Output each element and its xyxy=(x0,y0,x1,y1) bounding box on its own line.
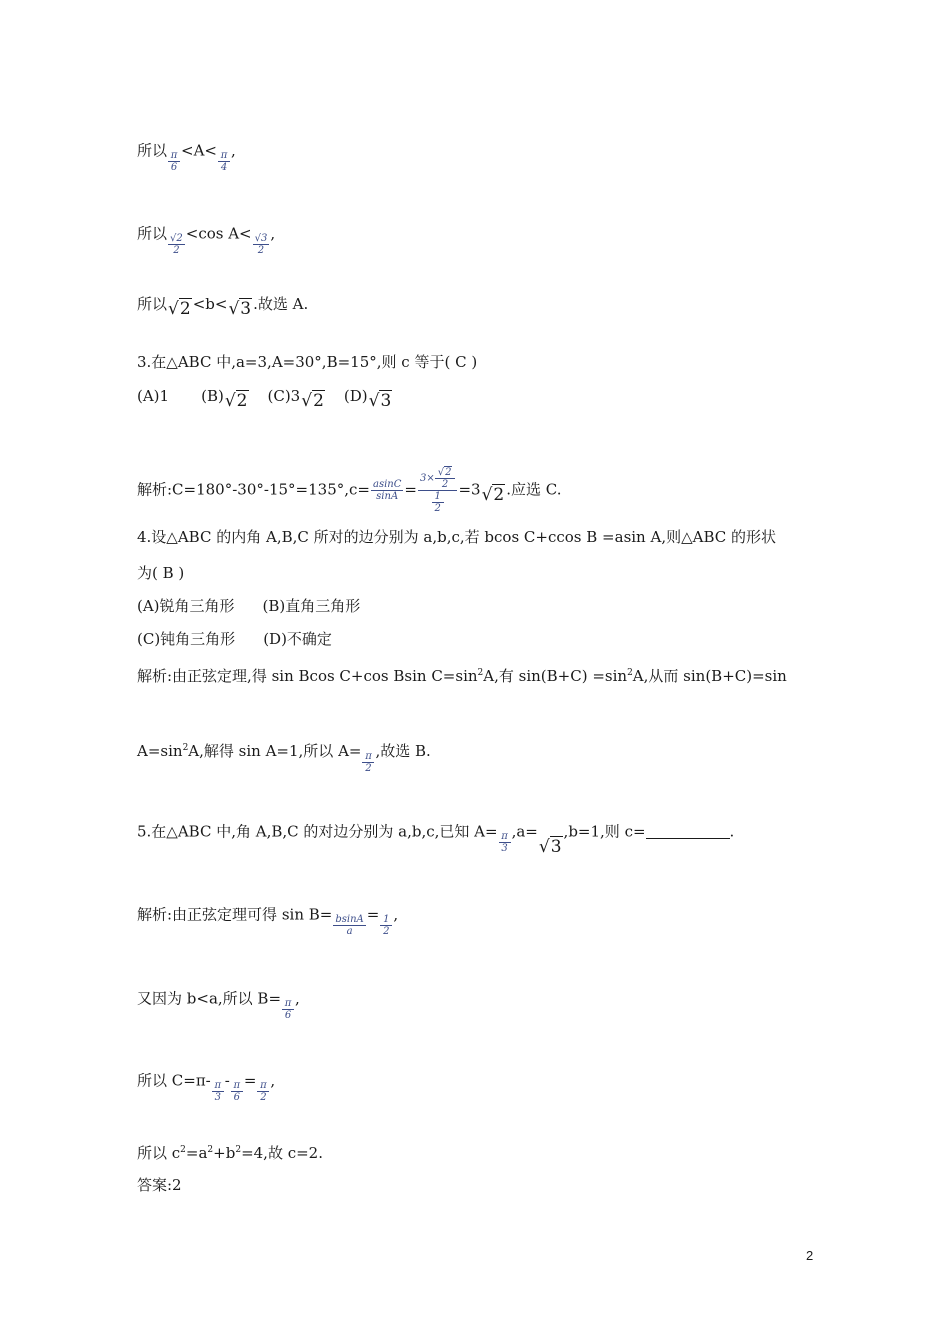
fraction xyxy=(253,233,270,256)
text: A,有 sin(B+C) =sin xyxy=(483,667,628,685)
question-3-solution xyxy=(137,467,562,514)
radicand: 3 xyxy=(550,836,562,857)
text: +b xyxy=(213,1144,236,1162)
radicand: 2 xyxy=(313,391,324,411)
fraction xyxy=(371,479,403,502)
question-4: 4.设△ABC 的内角 A,B,C 所对的边分别为 a,b,c,若 bcos C+ccos B =asin A,则△ABC 的形状 xyxy=(137,528,777,546)
text: 解析:由正弦定理可得 sin B= xyxy=(137,905,333,924)
compound-fraction xyxy=(418,467,458,514)
option-d: (D) xyxy=(343,387,368,405)
text: 解析:C=180°-30°-15°=135°,c= xyxy=(137,480,370,499)
text: , xyxy=(295,989,300,1008)
sqrt: √2 xyxy=(168,299,191,319)
text: = xyxy=(404,480,417,499)
numerator: π xyxy=(257,1080,269,1092)
numerator: π xyxy=(212,1080,224,1092)
option-a: (A)锐角三角形 xyxy=(137,597,235,615)
question-5-solution-1 xyxy=(137,904,399,937)
radicand: 2 xyxy=(445,467,452,478)
text: 所以 xyxy=(137,295,168,313)
text: <A< xyxy=(181,141,217,160)
text: .故选 A. xyxy=(253,295,309,313)
question-4-solution-1 xyxy=(137,663,787,686)
denominator: 3 xyxy=(501,843,508,854)
superscript: 2 xyxy=(235,1145,242,1155)
sqrt: √2 xyxy=(301,391,324,411)
denominator: 2 xyxy=(365,762,372,774)
option-d: (D)不确定 xyxy=(263,630,332,648)
text: = xyxy=(366,905,380,924)
fraction xyxy=(380,914,392,937)
text: . xyxy=(729,822,735,841)
text: , xyxy=(231,141,236,160)
denominator: 2 xyxy=(441,479,449,490)
radicand: 2 xyxy=(179,299,191,319)
denominator: 6 xyxy=(170,162,178,173)
text: 所以 xyxy=(137,141,168,160)
denominator: 3 xyxy=(214,1092,221,1103)
text: A=sin xyxy=(137,742,183,760)
fraction xyxy=(168,233,185,256)
denominator: 2 xyxy=(257,245,265,256)
text: , xyxy=(393,905,399,924)
numerator: π xyxy=(362,751,374,763)
text: ,a= xyxy=(511,822,538,841)
line-b-range xyxy=(137,294,308,319)
sqrt: √3 xyxy=(368,391,392,411)
fraction xyxy=(435,467,456,490)
text: - xyxy=(224,1071,230,1090)
fraction xyxy=(282,998,294,1021)
numerator: √2 xyxy=(170,233,183,244)
superscript: 2 xyxy=(180,1145,186,1155)
text: 所以 xyxy=(137,224,168,243)
numerator: √3 xyxy=(254,233,268,244)
numerator: π xyxy=(168,150,180,162)
line-angle-range xyxy=(137,140,236,173)
radicand: 3 xyxy=(380,391,392,411)
option-a: (A)1 xyxy=(137,387,170,405)
denominator: 6 xyxy=(284,1010,292,1021)
question-5-solution-4 xyxy=(137,1140,323,1163)
superscript: 2 xyxy=(207,1145,214,1155)
question-3-options xyxy=(137,386,393,411)
numerator: bsinA xyxy=(335,914,364,925)
fraction xyxy=(218,150,230,173)
text: = xyxy=(243,1071,257,1090)
question-5 xyxy=(137,821,735,857)
text: 又因为 b<a,所以 B= xyxy=(137,989,282,1008)
line-cos-range xyxy=(137,223,276,256)
page-number: 2 xyxy=(806,1248,814,1263)
denominator: 2 xyxy=(383,926,390,937)
answer-blank xyxy=(646,824,730,839)
text: 所以 c xyxy=(137,1144,181,1162)
text: ,故选 B. xyxy=(375,742,431,760)
text: <cos A< xyxy=(185,224,252,243)
text: =3 xyxy=(458,480,481,499)
denominator: a xyxy=(346,926,353,937)
question-4-options-1 xyxy=(137,596,360,616)
fraction xyxy=(168,150,180,173)
superscript: 2 xyxy=(477,668,484,678)
text: , xyxy=(270,224,276,243)
radicand: 2 xyxy=(236,391,248,411)
fraction xyxy=(257,1080,269,1103)
fraction xyxy=(499,831,511,854)
denominator: 4 xyxy=(220,162,228,173)
text: 解析:由正弦定理,得 sin Bcos C+cos Bsin C=sin xyxy=(137,667,478,685)
fraction xyxy=(432,491,444,514)
question-5-solution-3 xyxy=(137,1070,276,1103)
fraction xyxy=(362,751,374,774)
fraction xyxy=(231,1080,243,1103)
numerator: π xyxy=(499,831,511,843)
numerator: π xyxy=(218,150,230,162)
option-b: (B)直角三角形 xyxy=(262,597,361,615)
numerator: π xyxy=(282,998,294,1010)
text: A,从而 sin(B+C)=sin xyxy=(632,667,787,685)
text: .应选 C. xyxy=(506,480,562,499)
text: 所以 C=π- xyxy=(137,1071,211,1090)
sqrt: √2 xyxy=(481,484,505,505)
radicand: 2 xyxy=(493,484,505,505)
question-3: 3.在△ABC 中,a=3,A=30°,B=15°,则 c 等于( C ) xyxy=(137,353,478,371)
text: =4,故 c=2. xyxy=(241,1144,323,1162)
denominator: 2 xyxy=(173,245,180,256)
numerator: 1 xyxy=(380,914,392,926)
text: 5.在△ABC 中,角 A,B,C 的对边分别为 a,b,c,已知 A= xyxy=(137,822,498,841)
text: ,b=1,则 c= xyxy=(563,822,646,841)
text: , xyxy=(270,1071,276,1090)
numerator: 1 xyxy=(432,491,444,503)
option-c: (C)钝角三角形 xyxy=(137,630,236,648)
denominator: 2 xyxy=(260,1092,267,1103)
text: 3× xyxy=(419,473,435,484)
question-4-options-2 xyxy=(137,629,332,649)
numerator xyxy=(435,467,456,479)
denominator: sinA xyxy=(376,491,399,502)
superscript: 2 xyxy=(182,743,189,753)
numerator xyxy=(418,467,458,491)
fraction xyxy=(212,1080,224,1103)
text: =a xyxy=(185,1144,208,1162)
radicand: 3 xyxy=(240,299,252,319)
denominator xyxy=(430,491,446,514)
question-4-solution-2 xyxy=(137,738,431,774)
text: A,解得 sin A=1,所以 A= xyxy=(188,742,362,760)
sqrt: √3 xyxy=(538,836,562,857)
option-c: (C)3 xyxy=(267,387,301,405)
numerator: π xyxy=(231,1080,243,1092)
text: <b< xyxy=(192,295,228,313)
option-b: (B) xyxy=(201,387,224,405)
sqrt: √3 xyxy=(228,299,252,319)
denominator: 6 xyxy=(233,1092,241,1103)
sqrt: √2 xyxy=(224,391,248,411)
fraction xyxy=(333,914,365,937)
question-5-solution-2 xyxy=(137,988,300,1021)
question-4-cont: 为( B ) xyxy=(137,564,185,582)
denominator: 2 xyxy=(434,503,441,514)
numerator: asinC xyxy=(372,479,402,490)
superscript: 2 xyxy=(627,668,633,678)
sqrt: √2 xyxy=(437,467,452,478)
answer-line: 答案:2 xyxy=(137,1176,182,1194)
